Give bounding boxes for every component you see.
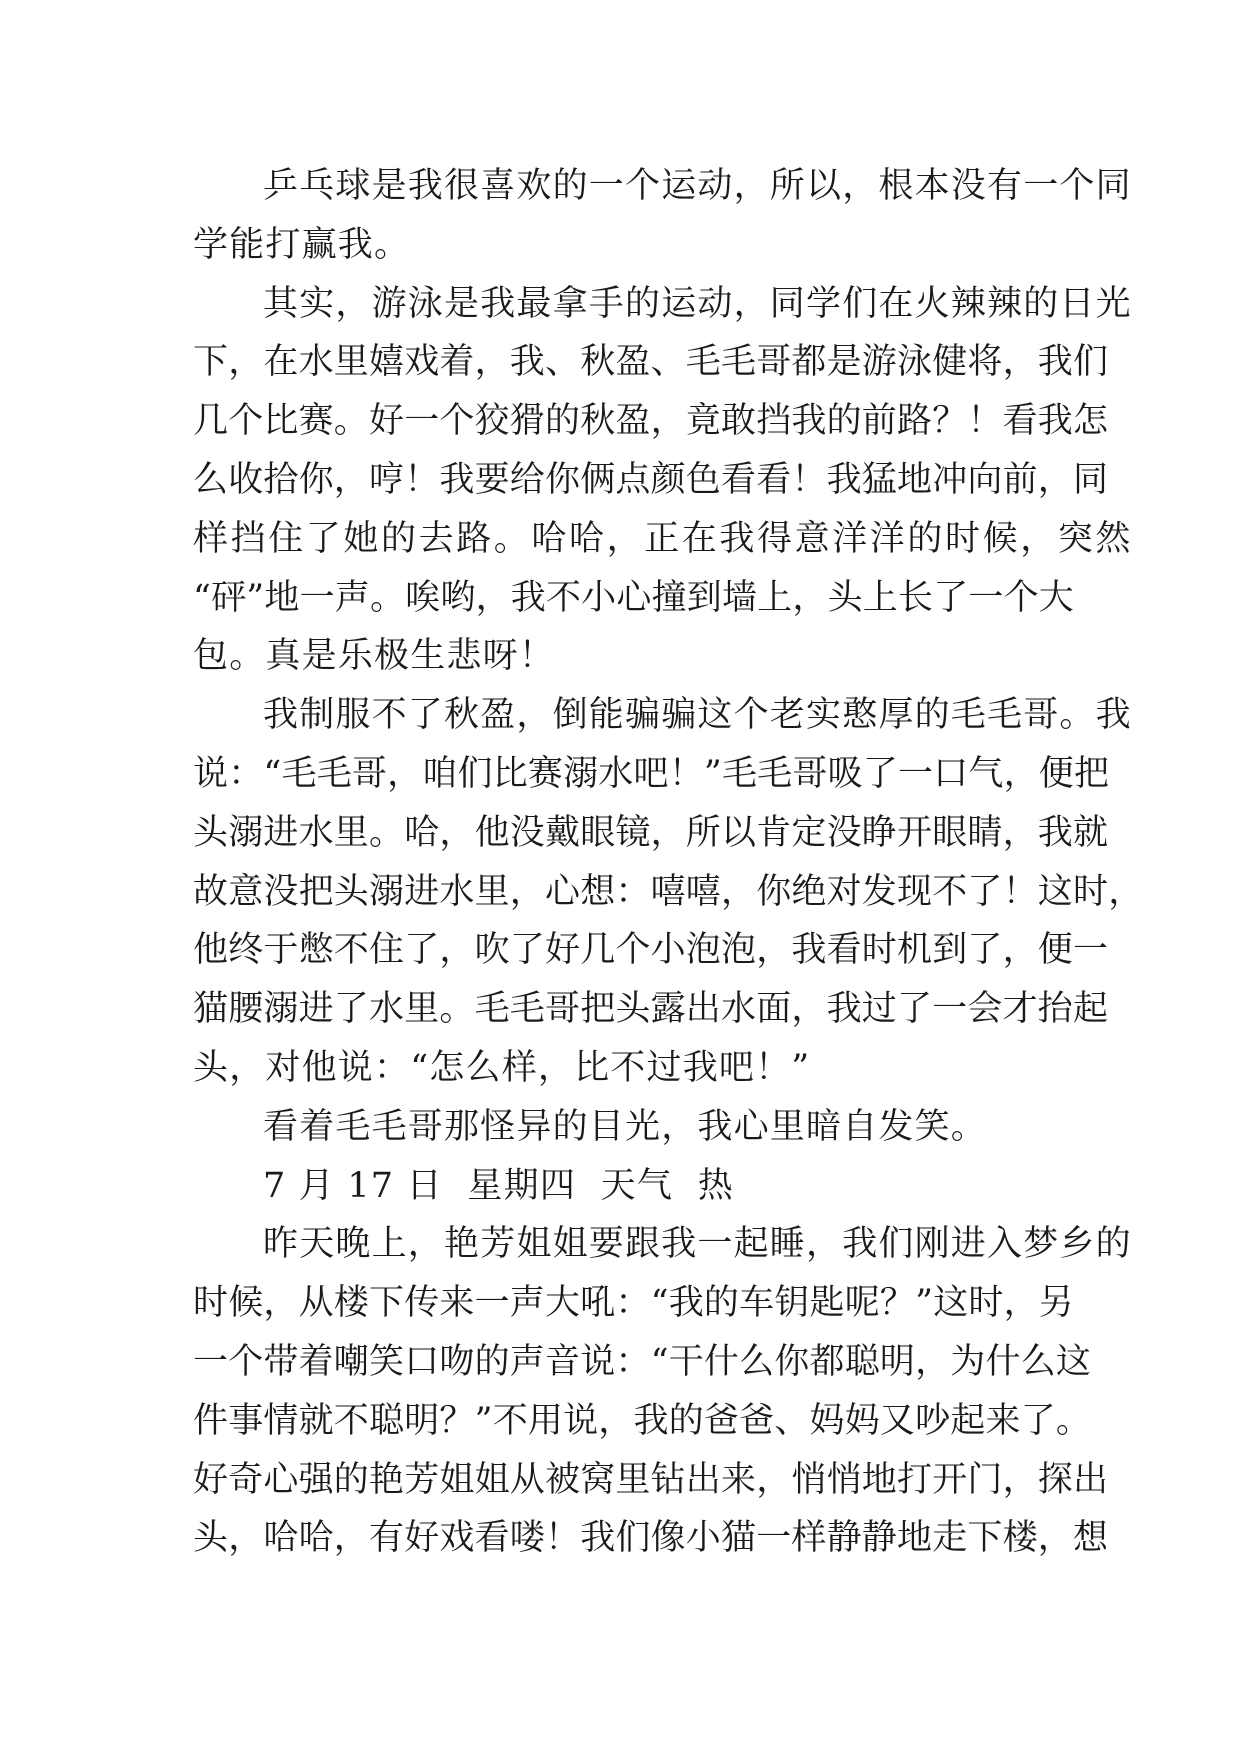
text-line: 说：“毛毛哥，咱们比赛溺水吧！”毛毛哥吸了一口气，便把 <box>193 753 1110 794</box>
text-line: 好奇心强的艳芳姐姐从被窝里钻出来，悄悄地打开门，探出 <box>193 1459 1109 1500</box>
text-line: 件事情就不聪明？”不用说，我的爸爸、妈妈又吵起来了。 <box>193 1400 1092 1441</box>
text-line: 几个比赛。好一个狡猾的秋盈，竟敢挡我的前路？！看我怎 <box>193 401 1109 442</box>
text-line: 乒乓球是我很喜欢的一个运动，所以，根本没有一个同 <box>263 166 1132 206</box>
text-line: “砰”地一声。唉哟，我不小心撞到墙上，头上长了一个大 <box>193 577 1074 618</box>
text-line: 我制服不了秋盈，倒能骗骗这个老实憨厚的毛毛哥。我 <box>263 695 1132 736</box>
text-line: 看着毛毛哥那怪异的目光，我心里暗自发笑。 <box>263 1106 988 1147</box>
text-line: 时候，从楼下传来一声大吼：“我的车钥匙呢？”这时，另 <box>193 1283 1074 1324</box>
text-line: 包。真是乐极生悲呀！ <box>193 636 556 677</box>
text-line: 头，哈哈，有好戏看喽！我们像小猫一样静静地走下楼，想 <box>193 1518 1109 1559</box>
text-line: 么收拾你，哼！我要给你俩点颜色看看！我猛地冲向前，同 <box>193 459 1109 500</box>
text-line: 其实，游泳是我最拿手的运动，同学们在火辣辣的日光 <box>263 283 1132 324</box>
text-line: 故意没把头溺进水里，心想：嘻嘻，你绝对发现不了！这时， <box>193 871 1144 912</box>
text-line: 下，在水里嬉戏着，我、秋盈、毛毛哥都是游泳健将，我们 <box>193 342 1109 383</box>
diary-date-line: 7 月 17 日 星期四 天气 热 <box>263 1165 734 1206</box>
text-line: 学能打赢我。 <box>193 224 411 265</box>
document-body <box>193 157 1144 1568</box>
text-line: 头溺进水里。哈，他没戴眼镜，所以肯定没睁开眼睛，我就 <box>193 812 1109 853</box>
text-line: 猫腰溺进了水里。毛毛哥把头露出水面，我过了一会才抬起 <box>193 989 1109 1030</box>
text-line: 昨天晚上，艳芳姐姐要跟我一起睡，我们刚进入梦乡的 <box>263 1224 1132 1265</box>
text-line: 一个带着嘲笑口吻的声音说：“干什么你都聪明，为什么这 <box>193 1341 1092 1382</box>
text-line: 他终于憋不住了，吹了好几个小泡泡，我看时机到了，便一 <box>193 930 1109 971</box>
text-line: 样挡住了她的去路。哈哈，正在我得意洋洋的时候，突然 <box>193 518 1134 559</box>
text-line: 头，对他说：“怎么样，比不过我吧！” <box>193 1047 811 1088</box>
